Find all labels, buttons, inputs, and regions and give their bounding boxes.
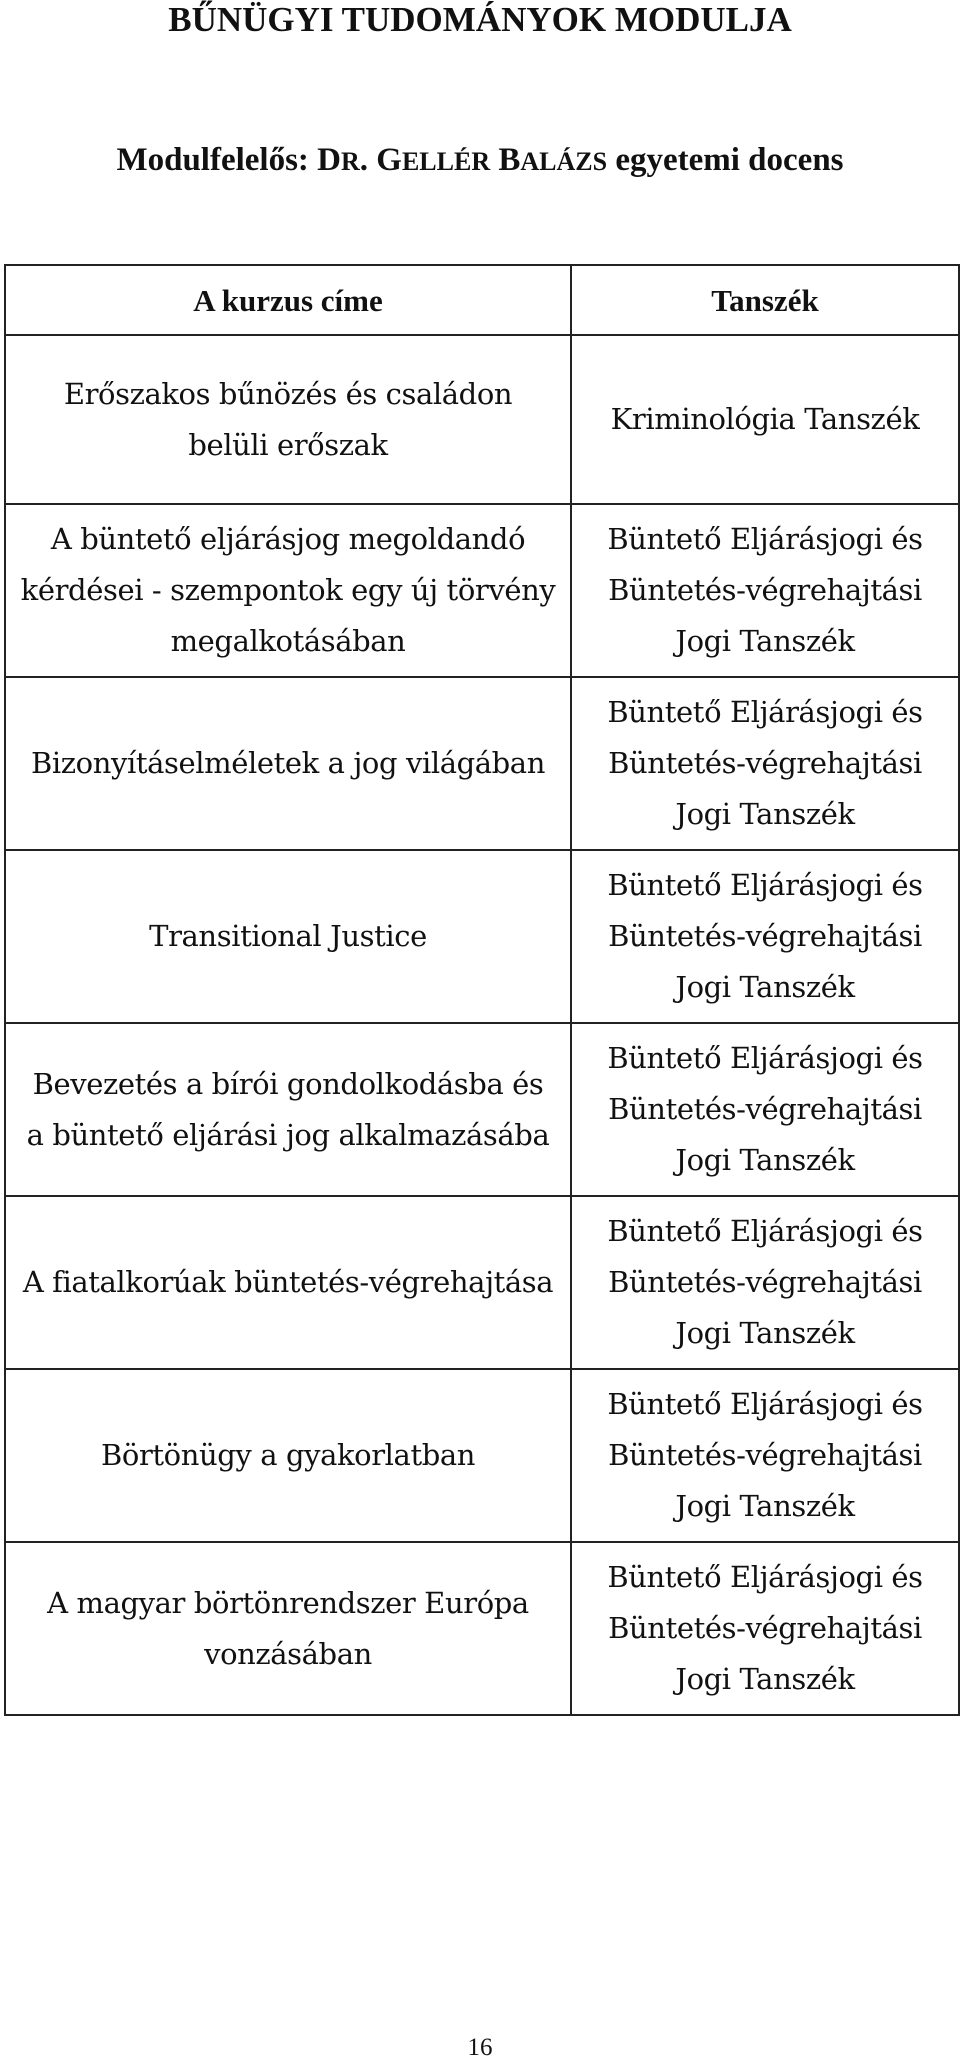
- course-cell: A fiatalkorúak büntetés-végrehajtása: [5, 1196, 571, 1369]
- module-lead: [0, 140, 960, 182]
- page-title: BŰNÜGYI TUDOMÁNYOK MODULJA: [168, 0, 792, 39]
- courses-table: [4, 264, 960, 1716]
- table-row: [5, 1369, 959, 1542]
- department-cell: Büntető Eljárásjogi és Büntetés-végrehajtási Jogi Tanszék: [571, 677, 959, 850]
- department-cell: Büntető Eljárásjogi és Büntetés-végrehajtási Jogi Tanszék: [571, 1542, 959, 1715]
- lead-prefix-smallcaps: R: [341, 147, 360, 176]
- department-cell: Büntető Eljárásjogi és Büntetés-végrehajtási Jogi Tanszék: [571, 1369, 959, 1542]
- course-cell: A büntető eljárásjog megoldandó kérdései - szempontok egy új törvény megalkotásában: [5, 504, 571, 677]
- course-cell: Bizonyításelméletek a jog világában: [5, 677, 571, 850]
- table-row: [5, 1542, 959, 1715]
- department-cell: Büntető Eljárásjogi és Büntetés-végrehajtási Jogi Tanszék: [571, 1023, 959, 1196]
- table-row: [5, 1023, 959, 1196]
- table-row: [5, 335, 959, 504]
- table-row: [5, 677, 959, 850]
- department-cell: Büntető Eljárásjogi és Büntetés-végrehajtási Jogi Tanszék: [571, 504, 959, 677]
- course-cell: Transitional Justice: [5, 850, 571, 1023]
- header-course-title: A kurzus címe: [5, 265, 571, 335]
- department-cell: Kriminológia Tanszék: [571, 335, 959, 504]
- department-cell: Büntető Eljárásjogi és Büntetés-végrehajtási Jogi Tanszék: [571, 1196, 959, 1369]
- header-department: Tanszék: [571, 265, 959, 335]
- lead-space: B: [490, 142, 521, 178]
- department-cell: Büntető Eljárásjogi és Büntetés-végrehajtási Jogi Tanszék: [571, 850, 959, 1023]
- course-cell: Bevezetés a bírói gondolkodásba és a büntető eljárási jog alkalmazásába: [5, 1023, 571, 1196]
- page-number: 16: [467, 2034, 493, 2061]
- lead-prefix: Modulfelelős: D: [116, 142, 342, 178]
- table-row: [5, 504, 959, 677]
- lead-dot: . G: [359, 142, 402, 178]
- course-cell: Börtönügy a gyakorlatban: [5, 1369, 571, 1542]
- table-row: [5, 850, 959, 1023]
- table-header-row: [5, 265, 959, 335]
- lead-suffix: egyetemi docens: [607, 142, 844, 178]
- course-cell: A magyar börtönrendszer Európa vonzásában: [5, 1542, 571, 1715]
- lead-name-first-smallcaps: ELLÉR: [401, 147, 491, 176]
- table-row: [5, 1196, 959, 1369]
- lead-name-second-smallcaps: ALÁZS: [520, 147, 608, 176]
- course-cell: Erőszakos bűnözés és családon belüli erőszak: [5, 335, 571, 504]
